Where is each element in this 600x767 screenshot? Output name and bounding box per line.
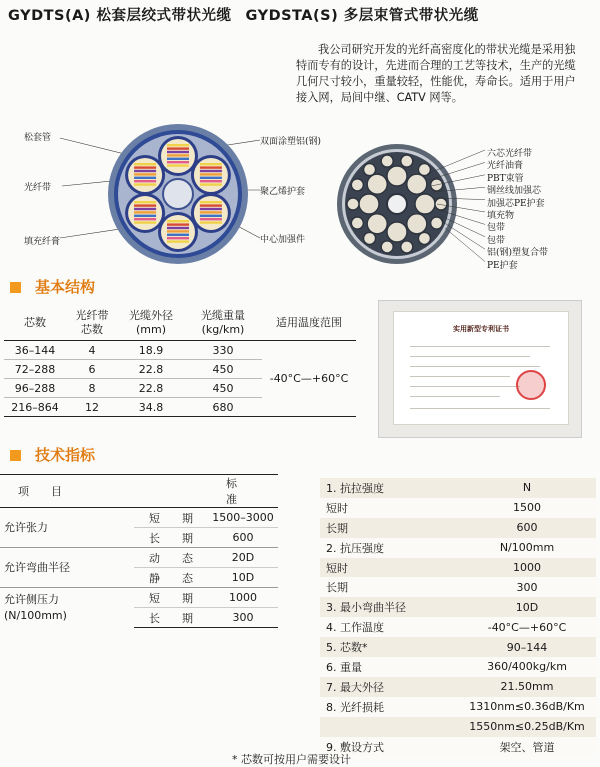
- section-heading-specs: [10, 444, 95, 465]
- cell: 静 态: [134, 568, 208, 588]
- fiber-ribbon: [167, 161, 189, 163]
- table-row: [320, 577, 596, 597]
- fiber-ribbon: [200, 163, 222, 165]
- spec-label: 9. 敷设方式: [320, 737, 458, 757]
- spec-value: 360/400kg/km: [458, 657, 596, 677]
- right-diagram-label: 光纤油膏: [487, 161, 524, 172]
- fiber-ribbon: [167, 240, 189, 242]
- fiber-ribbon: [200, 218, 222, 220]
- pbt-tube: [387, 222, 407, 242]
- fiber-ribbon: [200, 204, 222, 206]
- fiber-ribbon: [200, 221, 222, 223]
- group-label: 允许侧压力 (N/100mm): [0, 588, 134, 628]
- title-left: GYDTS(A) 松套层绞式带状光缆: [8, 8, 232, 24]
- section-bullet-icon: [10, 282, 21, 293]
- certificate-page: [393, 311, 569, 425]
- cell: 22.8: [118, 360, 184, 379]
- pbt-tube: [347, 198, 359, 210]
- cell: 短 期: [134, 588, 208, 608]
- cell: 短 期: [149, 511, 193, 525]
- cell: 12: [66, 398, 118, 417]
- fiber-ribbon: [200, 211, 222, 213]
- spec-value: -40°C—+60°C: [458, 617, 596, 637]
- spec-label: 短时: [320, 498, 458, 518]
- cell: 10D: [208, 568, 278, 588]
- spec-label: 3. 最小弯曲半径: [320, 597, 458, 617]
- right-diagram-label: 填充物: [487, 211, 515, 221]
- right-diagram-label: PE护套: [487, 260, 518, 271]
- table-row: [320, 677, 596, 697]
- spec-label: [320, 717, 458, 737]
- spec-value: 90–144: [458, 637, 596, 657]
- structure-table: [4, 306, 356, 417]
- fiber-ribbon: [200, 166, 222, 168]
- fiber-ribbon: [167, 154, 189, 156]
- cell: 450: [184, 379, 262, 398]
- fiber-ribbon: [134, 201, 156, 203]
- fiber-ribbon: [167, 151, 189, 153]
- pbt-tube: [381, 155, 393, 167]
- fiber-ribbon: [200, 180, 222, 182]
- fiber-ribbon: [200, 208, 222, 210]
- fiber-ribbon: [200, 170, 222, 172]
- title-right: GYDSTA(S) 多层束管式带状光缆: [245, 8, 479, 24]
- section-title-structure: 基本结构: [35, 278, 96, 296]
- fiber-ribbon: [134, 204, 156, 206]
- cell: 1000: [208, 588, 278, 608]
- page-title: [8, 4, 479, 25]
- spec-value: 架空、管道: [458, 737, 596, 757]
- cable-cross-section-left: [20, 118, 320, 268]
- right-diagram-label: PBT束管: [487, 173, 524, 184]
- table-row: [4, 341, 356, 360]
- pbt-tube: [351, 179, 363, 191]
- spec-value: 10D: [458, 597, 596, 617]
- cell: 动 态: [134, 548, 208, 568]
- col-ribbon-cores: 光纤带 芯数: [66, 306, 118, 341]
- table-row: [320, 498, 596, 518]
- pbt-tube: [367, 214, 387, 234]
- fiber-ribbon: [167, 223, 189, 225]
- section-heading-structure: [10, 276, 95, 297]
- fiber-ribbon: [167, 227, 189, 229]
- spec-value: 600: [458, 518, 596, 538]
- cell: 18.9: [118, 341, 184, 360]
- table-row: [320, 657, 596, 677]
- fiber-ribbon: [200, 201, 222, 203]
- spec-value: N/100mm: [458, 538, 596, 558]
- fiber-ribbon: [167, 237, 189, 239]
- table-row: [320, 518, 596, 538]
- fiber-ribbon: [167, 147, 189, 149]
- spec-table-right: [320, 478, 596, 756]
- intro-text: 我公司研究开发的光纤高密度化的带状光缆是采用独特而专有的设计，先进而合理的工艺等技术，生产的光缆几何尺寸较小，重量较轻，性能优，寿命长。适用于用户接入网，局间中继、CATV 网等。: [296, 43, 576, 104]
- group-label: 允许张力: [4, 520, 48, 534]
- fiber-ribbon: [167, 144, 189, 146]
- fiber-ribbon: [167, 158, 189, 160]
- col-temp: 适用温度范围: [262, 306, 356, 341]
- cell: 1500–3000: [212, 511, 274, 524]
- cell: 20D: [208, 548, 278, 568]
- pbt-tube: [364, 164, 376, 176]
- fiber-ribbon: [134, 163, 156, 165]
- section-title-specs: 技术指标: [35, 446, 96, 464]
- seal-icon: [516, 370, 546, 400]
- fiber-ribbon: [134, 218, 156, 220]
- cell: 长 期: [134, 608, 208, 628]
- pbt-tube: [418, 164, 430, 176]
- pbt-tube: [435, 198, 447, 210]
- fiber-ribbon: [134, 215, 156, 217]
- patent-certificate: [378, 300, 582, 438]
- cable-cross-section-right: [335, 140, 595, 270]
- fiber-ribbon: [167, 230, 189, 232]
- fiber-ribbon: [167, 234, 189, 236]
- label-strength: 中心加强件: [260, 235, 306, 245]
- fiber-ribbon: [200, 173, 222, 175]
- cell: 8: [66, 379, 118, 398]
- label-loose-tube: 松套管: [24, 133, 52, 143]
- spec-label: 5. 芯数*: [320, 637, 458, 657]
- cell: 36–144: [4, 341, 66, 360]
- pbt-tube: [407, 174, 427, 194]
- spec-label: 长期: [320, 577, 458, 597]
- pbt-tube: [418, 232, 430, 244]
- cell: 4: [66, 341, 118, 360]
- right-diagram-label: 铝(钢)塑复合带: [487, 248, 549, 259]
- right-diagram-label: 钢丝线加强芯: [487, 186, 542, 197]
- cell: 72–288: [4, 360, 66, 379]
- spec-label: 1. 抗拉强度: [320, 478, 458, 498]
- header-standard: 标 准: [208, 475, 278, 508]
- fiber-ribbon: [134, 170, 156, 172]
- pbt-tube: [364, 232, 376, 244]
- spec-table-left: [0, 474, 278, 628]
- fiber-ribbon: [134, 183, 156, 185]
- fiber-ribbon: [134, 221, 156, 223]
- footnote: * 芯数可按用户需要设计: [232, 753, 351, 766]
- cell: 450: [184, 360, 262, 379]
- fiber-ribbon: [134, 173, 156, 175]
- fiber-ribbon: [200, 183, 222, 185]
- cell: 300: [208, 608, 278, 628]
- fiber-ribbon: [200, 177, 222, 179]
- fiber-ribbon: [200, 215, 222, 217]
- col-diameter: 光缆外径 (mm): [118, 306, 184, 341]
- cell: 680: [184, 398, 262, 417]
- spec-label: 2. 抗压强度: [320, 538, 458, 558]
- spec-value: 21.50mm: [458, 677, 596, 697]
- right-diagram-label: 包带: [487, 235, 506, 246]
- table-row: [320, 538, 596, 558]
- cell: 330: [184, 341, 262, 360]
- pbt-tube: [401, 241, 413, 253]
- right-diagram-label: 加强芯PE护套: [487, 198, 545, 209]
- cell: 34.8: [118, 398, 184, 417]
- table-row: [0, 588, 278, 608]
- spec-value: N: [458, 478, 596, 498]
- pbt-tube: [431, 217, 443, 229]
- label-sheath: 聚乙烯护套: [260, 187, 306, 197]
- fiber-ribbon: [167, 220, 189, 222]
- fiber-ribbon: [134, 180, 156, 182]
- section-bullet-icon: [10, 450, 21, 461]
- fiber-ribbon: [134, 166, 156, 168]
- pbt-tube: [407, 214, 427, 234]
- table-row: [320, 717, 596, 737]
- spec-value: 1310nm≤0.36dB/Km: [458, 697, 596, 717]
- temp-range: -40°C—+60°C: [262, 341, 356, 417]
- table-row: [0, 548, 278, 568]
- spec-label: 6. 重量: [320, 657, 458, 677]
- spec-label: 长期: [320, 518, 458, 538]
- table-header: [0, 475, 278, 508]
- table-row: [320, 637, 596, 657]
- pbt-tube: [381, 241, 393, 253]
- cell: 22.8: [118, 379, 184, 398]
- spec-label: 7. 最大外径: [320, 677, 458, 697]
- cell: 600: [208, 528, 278, 548]
- pbt-tube: [359, 194, 379, 214]
- spec-label: 8. 光纤损耗: [320, 697, 458, 717]
- right-diagram-label: 六芯光纤带: [487, 149, 533, 159]
- certificate-title: 实用新型专利证书: [453, 325, 509, 333]
- fiber-ribbon: [134, 208, 156, 210]
- table-row: [0, 508, 278, 528]
- right-diagram-label: 包带: [487, 223, 506, 234]
- col-cores: 芯数: [4, 306, 66, 341]
- col-weight: 光缆重量 (kg/km): [184, 306, 262, 341]
- label-armor: 双面涂塑铝(钢): [260, 137, 322, 147]
- spec-value: 1500: [458, 498, 596, 518]
- cell: 6: [66, 360, 118, 379]
- pbt-tube: [367, 174, 387, 194]
- cable-diagram-right-svg: [335, 140, 595, 270]
- spec-value: 1000: [458, 558, 596, 578]
- label-ribbon: 光纤带: [24, 183, 52, 193]
- table-row: [320, 737, 596, 757]
- cell: 96–288: [4, 379, 66, 398]
- pbt-tube: [415, 194, 435, 214]
- table-row: [320, 697, 596, 717]
- group-label: 允许弯曲半径: [0, 548, 134, 588]
- table-row: [320, 617, 596, 637]
- pbt-tube: [351, 217, 363, 229]
- table-row: [320, 597, 596, 617]
- spec-label: 4. 工作温度: [320, 617, 458, 637]
- spec-label: 短时: [320, 558, 458, 578]
- pbt-tube: [387, 166, 407, 186]
- fiber-ribbon: [134, 211, 156, 213]
- header-item: 项 目: [0, 475, 134, 508]
- pbt-tube: [401, 155, 413, 167]
- spec-value: 300: [458, 577, 596, 597]
- cell: 长 期: [134, 528, 208, 548]
- table-row: [320, 558, 596, 578]
- spec-value: 1550nm≤0.25dB/Km: [458, 717, 596, 737]
- cell: 216–864: [4, 398, 66, 417]
- label-filler: 填充纤膏: [24, 237, 61, 247]
- fiber-ribbon: [167, 164, 189, 166]
- fiber-ribbon: [134, 177, 156, 179]
- table-row: [320, 478, 596, 498]
